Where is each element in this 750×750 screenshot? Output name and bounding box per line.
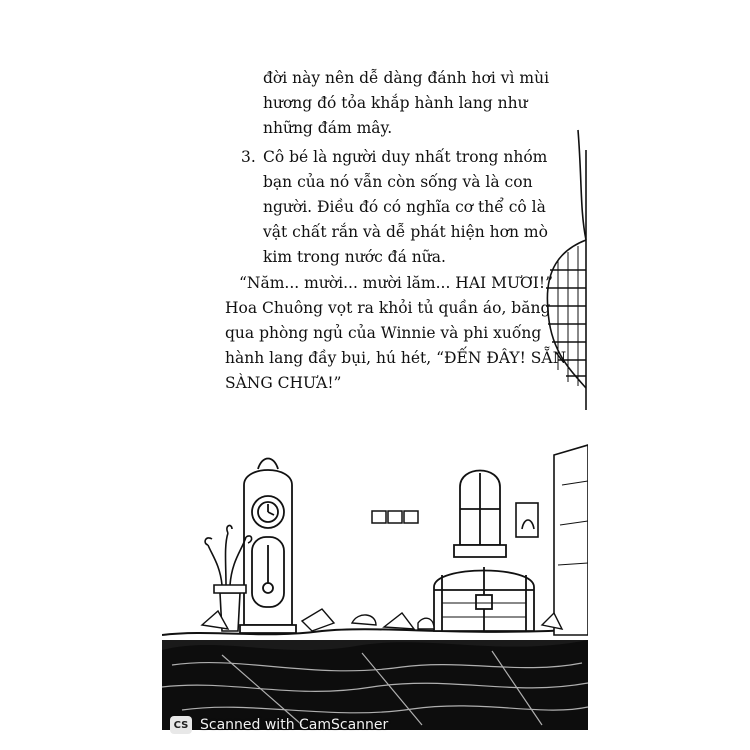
list-number: 3. <box>241 147 256 166</box>
text-line: hành lang đầy bụi, hú hét, “ĐẾN ĐÂY! SẴN <box>225 349 567 368</box>
text-line: qua phòng ngủ của Winnie và phi xuống <box>225 323 542 342</box>
text-line: Cô bé là người duy nhất trong nhóm <box>263 147 548 166</box>
camscanner-icon: CS <box>170 716 192 734</box>
body-text <box>225 66 567 396</box>
text-line: người. Điều đó có nghĩa cơ thể cô là <box>263 197 546 216</box>
watermark-text: Scanned with CamScanner <box>200 717 389 733</box>
text-line: Hoa Chuông vọt ra khỏi tủ quần áo, băng <box>225 298 551 317</box>
paragraph <box>225 271 567 397</box>
text-line: bạn của nó vẫn còn sống và là con <box>263 172 533 191</box>
text-line: đời này nên dễ dàng đánh hơi vì mùi <box>263 69 550 87</box>
hallway-illustration <box>162 425 588 730</box>
scanned-watermark <box>170 708 590 742</box>
text-line: kim trong nước đá nữa. <box>263 248 446 267</box>
text-line: “Năm... mười... mười lăm... HAI MƯƠI!” <box>239 273 553 292</box>
text-line: vật chất rắn và dễ phát hiện hơn mò <box>263 223 548 242</box>
text-line: SÀNG CHƯA!” <box>225 374 342 393</box>
list-item-3 <box>225 145 555 271</box>
text-line: những đám mây. <box>263 119 393 138</box>
text-line: hương đó tỏa khắp hành lang như <box>263 94 528 113</box>
